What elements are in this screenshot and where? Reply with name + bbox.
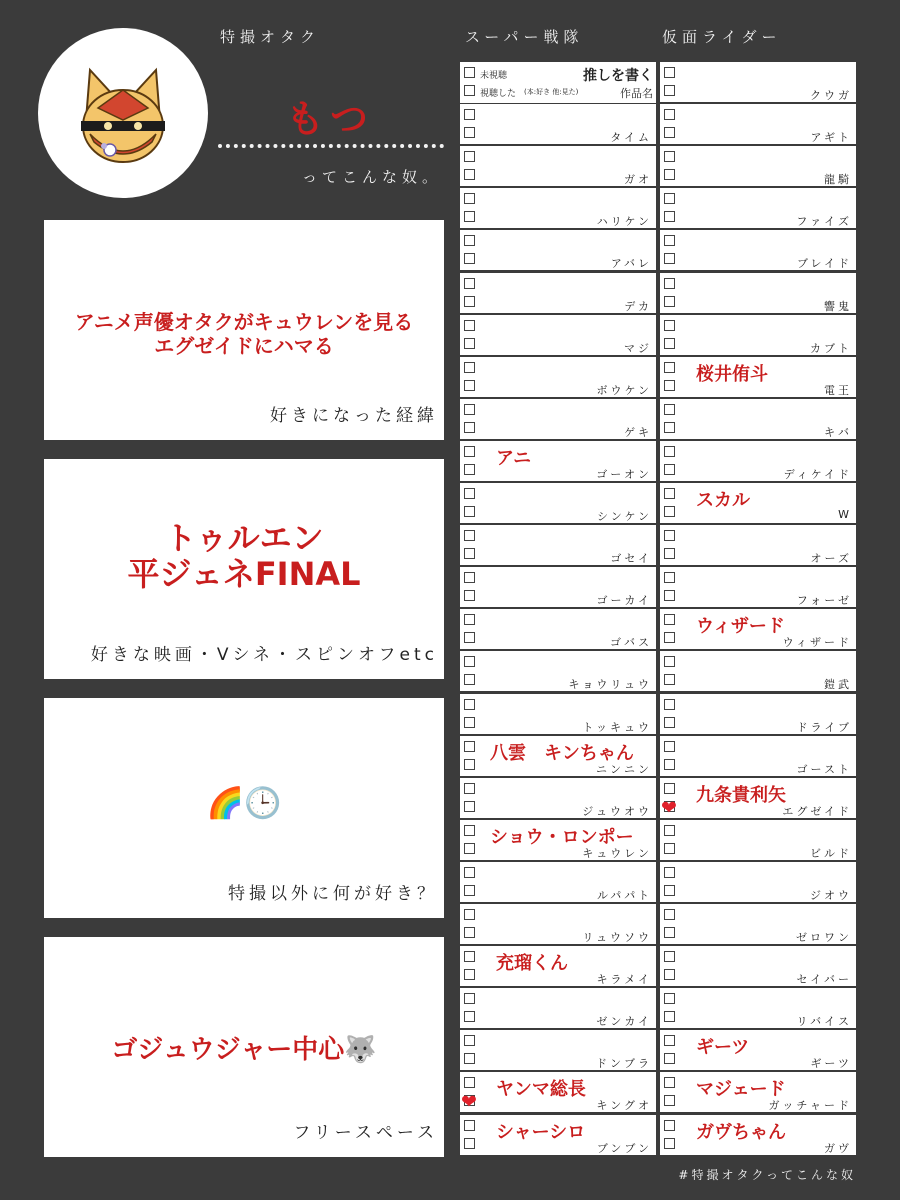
list-item: [460, 820, 656, 860]
checkbox-icon[interactable]: [464, 741, 475, 752]
oshi-name: アニ: [496, 447, 532, 469]
checkbox-icon[interactable]: [464, 193, 475, 204]
checkbox-icon[interactable]: [464, 151, 475, 162]
work-name: 響鬼: [824, 299, 852, 313]
checkbox-icon[interactable]: [464, 1053, 475, 1064]
work-name: ゴセイ: [610, 552, 652, 566]
list-item: [660, 273, 856, 313]
checkbox-icon[interactable]: [464, 109, 475, 120]
list-item: [460, 1072, 656, 1112]
other-caption: 特撮以外に何が好き？: [228, 884, 438, 904]
list-item: [460, 778, 656, 818]
free-answer: ゴジュウジャー中心🐺: [111, 1035, 377, 1065]
work-name: キングオ: [596, 1099, 652, 1113]
legend-fav-line1: 推しを書く: [583, 68, 653, 84]
list-item: [460, 988, 656, 1028]
checkbox-icon[interactable]: [464, 1138, 475, 1149]
work-name: ゲキ: [624, 425, 652, 439]
checkbox-icon[interactable]: [664, 825, 675, 836]
list-item: [460, 694, 656, 734]
checkbox-icon[interactable]: [664, 614, 675, 625]
work-name: ブレイド: [796, 257, 852, 271]
legend-fav-line2: 作品名: [620, 87, 653, 100]
checkbox-icon[interactable]: [664, 699, 675, 710]
checkbox-icon[interactable]: [664, 548, 675, 559]
work-name: ガヴ: [824, 1141, 852, 1155]
oshi-name: シャーシロ: [496, 1121, 586, 1143]
oshi-name: ヤンマ総長: [496, 1079, 586, 1101]
list-item: [660, 778, 856, 818]
checkbox-icon[interactable]: [664, 169, 675, 180]
work-name: ゴーカイ: [596, 594, 652, 608]
checkbox-icon[interactable]: [464, 127, 475, 138]
checkbox-icon[interactable]: [664, 1120, 675, 1131]
work-name: キョウリュウ: [568, 678, 652, 692]
checkbox-icon[interactable]: [664, 530, 675, 541]
work-name: リバイス: [796, 1015, 852, 1029]
checkbox-icon[interactable]: [464, 993, 475, 1004]
work-name: キラメイ: [596, 973, 652, 987]
work-name: キュウレン: [582, 846, 652, 860]
movies-answer-line2: 平ジェネFINAL: [127, 555, 361, 593]
checkbox-icon[interactable]: [664, 1095, 675, 1106]
work-name: ブンブン: [596, 1141, 652, 1155]
checkbox-icon[interactable]: [464, 927, 475, 938]
legend-watched-note: (本:好き 他:見た): [524, 88, 579, 96]
checkbox-icon[interactable]: [664, 446, 675, 457]
checkbox-icon[interactable]: [464, 530, 475, 541]
checkbox-icon[interactable]: [464, 909, 475, 920]
checkbox-icon[interactable]: [664, 404, 675, 415]
work-name: ドンブラ: [596, 1057, 652, 1071]
free-caption: フリースペース: [293, 1123, 438, 1143]
checkbox-icon[interactable]: [664, 338, 675, 349]
checkbox-icon[interactable]: [664, 656, 675, 667]
checkbox-icon[interactable]: [464, 488, 475, 499]
list-item: [660, 1072, 856, 1112]
checkbox-icon[interactable]: [464, 67, 475, 78]
list-item: [660, 62, 856, 102]
oshi-name: 充瑠くん: [496, 953, 568, 975]
checkbox-icon[interactable]: [664, 993, 675, 1004]
work-name: カブト: [810, 341, 852, 355]
checkbox-icon[interactable]: [664, 590, 675, 601]
checkbox-icon[interactable]: [664, 320, 675, 331]
work-name: ゴバス: [610, 636, 652, 650]
checkbox-icon[interactable]: [664, 85, 675, 96]
header-otaku: 特撮オタク: [220, 28, 321, 46]
checkbox-icon[interactable]: [464, 446, 475, 457]
oshi-name: マジェード: [696, 1079, 786, 1101]
checkbox-icon[interactable]: [464, 951, 475, 962]
work-name: キバ: [824, 425, 852, 439]
work-name: ルパパト: [596, 888, 652, 902]
heart-icon: ❤: [661, 796, 677, 818]
list-item: [660, 315, 856, 355]
list-item: [660, 104, 856, 144]
checkbox-icon[interactable]: [464, 338, 475, 349]
checkbox-icon[interactable]: [464, 1035, 475, 1046]
work-name: アバレ: [610, 257, 652, 271]
work-name: シンケン: [597, 510, 652, 523]
work-name: 鎧武: [824, 678, 852, 692]
checkbox-icon[interactable]: [464, 548, 475, 559]
checkbox-icon[interactable]: [664, 632, 675, 643]
work-name: エグゼイド: [782, 804, 852, 818]
checkbox-icon[interactable]: [664, 488, 675, 499]
list-item: [660, 357, 856, 397]
work-name: ゴーオン: [596, 467, 652, 481]
list-item: [660, 525, 856, 565]
list-item: [660, 988, 856, 1028]
checkbox-icon[interactable]: [464, 699, 475, 710]
legend-cell: [460, 62, 656, 103]
work-name: ガッチャード: [768, 1099, 852, 1113]
checkbox-icon[interactable]: [464, 211, 475, 222]
checkbox-icon[interactable]: [664, 1053, 675, 1064]
checkbox-icon[interactable]: [664, 969, 675, 980]
dotted-divider: [218, 144, 444, 148]
work-name: クウガ: [810, 89, 852, 102]
checkbox-icon[interactable]: [464, 885, 475, 896]
legend-watched: 視聴した: [480, 89, 517, 99]
checkbox-icon[interactable]: [464, 506, 475, 517]
list-item: [460, 1115, 656, 1155]
reason-answer-line1: アニメ声優オタクがキュウレンを見る: [74, 310, 414, 334]
panel-other: [44, 698, 444, 918]
checkbox-icon[interactable]: [664, 909, 675, 920]
work-name: ガオ: [624, 173, 652, 187]
list-item: [660, 146, 856, 186]
checkbox-icon[interactable]: [664, 885, 675, 896]
checkbox-icon[interactable]: [464, 632, 475, 643]
checkbox-icon[interactable]: [464, 572, 475, 583]
nickname: もつ: [285, 97, 374, 141]
oshi-name: スカル: [696, 490, 750, 511]
list-item: [660, 820, 856, 860]
checkbox-icon[interactable]: [664, 759, 675, 770]
list-item: [460, 946, 656, 986]
work-name: フォーゼ: [796, 594, 852, 608]
checkbox-icon[interactable]: [664, 109, 675, 120]
checkbox-icon[interactable]: [464, 783, 475, 794]
list-item: [660, 188, 856, 228]
checkbox-icon[interactable]: [464, 169, 475, 180]
work-name: ニンニン: [596, 762, 652, 776]
checkbox-icon[interactable]: [464, 380, 475, 391]
list-item: [460, 104, 656, 144]
list-item: [460, 188, 656, 228]
list-item: [660, 1115, 856, 1155]
checkbox-icon[interactable]: [664, 572, 675, 583]
checkbox-icon[interactable]: [464, 320, 475, 331]
list-item: [660, 230, 856, 270]
list-item: [460, 904, 656, 944]
checkbox-icon[interactable]: [464, 656, 475, 667]
list-item: [660, 1030, 856, 1070]
checkbox-icon[interactable]: [664, 927, 675, 938]
work-name: ディケイド: [783, 467, 852, 481]
work-name: デカ: [624, 299, 652, 313]
checkbox-icon[interactable]: [464, 464, 475, 475]
movies-answer-line1: トゥルエン: [164, 519, 324, 557]
checkbox-icon[interactable]: [464, 422, 475, 433]
list-item: [660, 609, 856, 649]
list-item: [460, 567, 656, 607]
list-item: [660, 862, 856, 902]
checkbox-icon[interactable]: [664, 380, 675, 391]
list-item: [460, 651, 656, 691]
other-answer-emoji: 🌈🕒: [206, 786, 282, 821]
work-name: ドライブ: [796, 720, 852, 734]
checkbox-icon[interactable]: [664, 1035, 675, 1046]
checkbox-icon[interactable]: [664, 67, 675, 78]
checkbox-icon[interactable]: [664, 211, 675, 222]
checkbox-icon[interactable]: [664, 843, 675, 854]
list-item: [660, 736, 856, 776]
checkbox-icon[interactable]: [664, 1138, 675, 1149]
checkbox-icon[interactable]: [664, 1077, 675, 1088]
work-name: アギト: [810, 131, 852, 145]
list-item: [460, 441, 656, 481]
list-item: [460, 736, 656, 776]
list-item: [460, 399, 656, 439]
list-item: [460, 315, 656, 355]
panel-free: [44, 937, 444, 1157]
list-item: [660, 567, 856, 607]
oshi-name: 八雲 キンちゃん: [490, 742, 634, 764]
header-sentai: スーパー戦隊: [465, 28, 584, 46]
checkbox-icon[interactable]: [664, 127, 675, 138]
list-item: [460, 146, 656, 186]
oshi-name: ガヴちゃん: [696, 1121, 786, 1143]
list-item: [460, 357, 656, 397]
list-item: [460, 862, 656, 902]
checkbox-icon[interactable]: [664, 867, 675, 878]
work-name: タイム: [610, 131, 652, 145]
checkbox-icon[interactable]: [464, 85, 475, 96]
work-name: ハリケン: [596, 215, 652, 229]
list-item: [660, 483, 856, 523]
checkbox-icon[interactable]: [664, 741, 675, 752]
work-name: セイバー: [796, 973, 852, 987]
checkbox-icon[interactable]: [464, 825, 475, 836]
checkbox-icon[interactable]: [464, 235, 475, 246]
checkbox-icon[interactable]: [664, 506, 675, 517]
checkbox-icon[interactable]: [664, 278, 675, 289]
checkbox-icon[interactable]: [464, 362, 475, 373]
checkbox-icon[interactable]: [664, 464, 675, 475]
oshi-name: 桜井侑斗: [696, 363, 768, 385]
checkbox-icon[interactable]: [464, 278, 475, 289]
checkbox-icon[interactable]: [464, 1120, 475, 1131]
header-rider: 仮面ライダー: [662, 28, 782, 46]
checkbox-icon[interactable]: [664, 674, 675, 685]
nickname-suffix: ってこんな奴。: [301, 168, 442, 186]
work-name: ボウケン: [596, 383, 652, 397]
checkbox-icon[interactable]: [664, 717, 675, 728]
checkbox-icon[interactable]: [464, 969, 475, 980]
checkbox-icon[interactable]: [664, 362, 675, 373]
checkbox-icon[interactable]: [464, 404, 475, 415]
panel-reason: [44, 220, 444, 440]
checkbox-icon[interactable]: [664, 296, 675, 307]
checkbox-icon[interactable]: [664, 151, 675, 162]
fox-mask-character-icon: [38, 28, 208, 198]
list-item: [660, 399, 856, 439]
checkbox-icon[interactable]: [464, 674, 475, 685]
heart-icon: ❤: [461, 1091, 477, 1113]
footer-hashtag: #特撮オタクってこんな奴: [678, 1168, 856, 1182]
work-name: ゴースト: [796, 762, 852, 776]
list-item: [460, 273, 656, 313]
list-item: [460, 525, 656, 565]
list-item: [460, 1030, 656, 1070]
checkbox-icon[interactable]: [664, 951, 675, 962]
work-name: 電王: [824, 383, 852, 397]
oshi-name: 九条貴利矢: [696, 784, 786, 806]
work-name: リュウソウ: [582, 931, 652, 944]
work-name: ゼンカイ: [596, 1015, 652, 1029]
panel-movies: [44, 459, 444, 679]
oshi-name: ギーツ: [696, 1037, 750, 1059]
checkbox-icon[interactable]: [464, 801, 475, 812]
work-name: W: [838, 508, 852, 521]
work-name: マジ: [624, 341, 652, 355]
list-item: [660, 651, 856, 691]
checkbox-icon[interactable]: [464, 253, 475, 264]
work-name: ビルド: [810, 846, 852, 860]
checkbox-icon[interactable]: [664, 422, 675, 433]
legend-unwatched: 未視聴: [480, 71, 508, 81]
checkbox-icon[interactable]: [664, 235, 675, 246]
oshi-name: ショウ・ロンポー: [490, 826, 634, 848]
checkbox-icon[interactable]: [464, 590, 475, 601]
checkbox-icon[interactable]: [664, 253, 675, 264]
checkbox-icon[interactable]: [464, 296, 475, 307]
list-item: [660, 694, 856, 734]
checkbox-icon[interactable]: [664, 783, 675, 794]
movies-caption: 好きな映画・Vシネ・スピンオフetc: [90, 645, 438, 665]
checkbox-icon[interactable]: [464, 843, 475, 854]
work-name: トッキュウ: [582, 720, 652, 734]
work-name: ファイズ: [796, 215, 852, 229]
list-item: [660, 946, 856, 986]
checkbox-icon[interactable]: [464, 759, 475, 770]
checkbox-icon[interactable]: [464, 614, 475, 625]
list-item: [660, 904, 856, 944]
work-name: オーズ: [810, 552, 852, 566]
reason-answer-line2: エグゼイドにハマる: [154, 334, 334, 358]
avatar: [38, 28, 208, 198]
work-name: 龍騎: [824, 173, 852, 187]
work-name: ゼロワン: [796, 931, 852, 944]
checkbox-icon[interactable]: [464, 867, 475, 878]
work-name: ウィザード: [782, 636, 852, 650]
list-item: [460, 609, 656, 649]
list-item: [660, 441, 856, 481]
checkbox-icon[interactable]: [664, 1011, 675, 1022]
list-item: [460, 230, 656, 270]
checkbox-icon[interactable]: [464, 717, 475, 728]
work-name: ジュウオウ: [582, 804, 652, 818]
checkbox-icon[interactable]: [464, 1077, 475, 1088]
work-name: ギーツ: [810, 1057, 852, 1071]
work-name: ジオウ: [810, 888, 852, 902]
checkbox-icon[interactable]: [464, 1011, 475, 1022]
oshi-name: ウィザード: [696, 616, 785, 638]
list-item: [460, 483, 656, 523]
reason-caption: 好きになった経緯: [270, 406, 438, 426]
checkbox-icon[interactable]: [664, 193, 675, 204]
